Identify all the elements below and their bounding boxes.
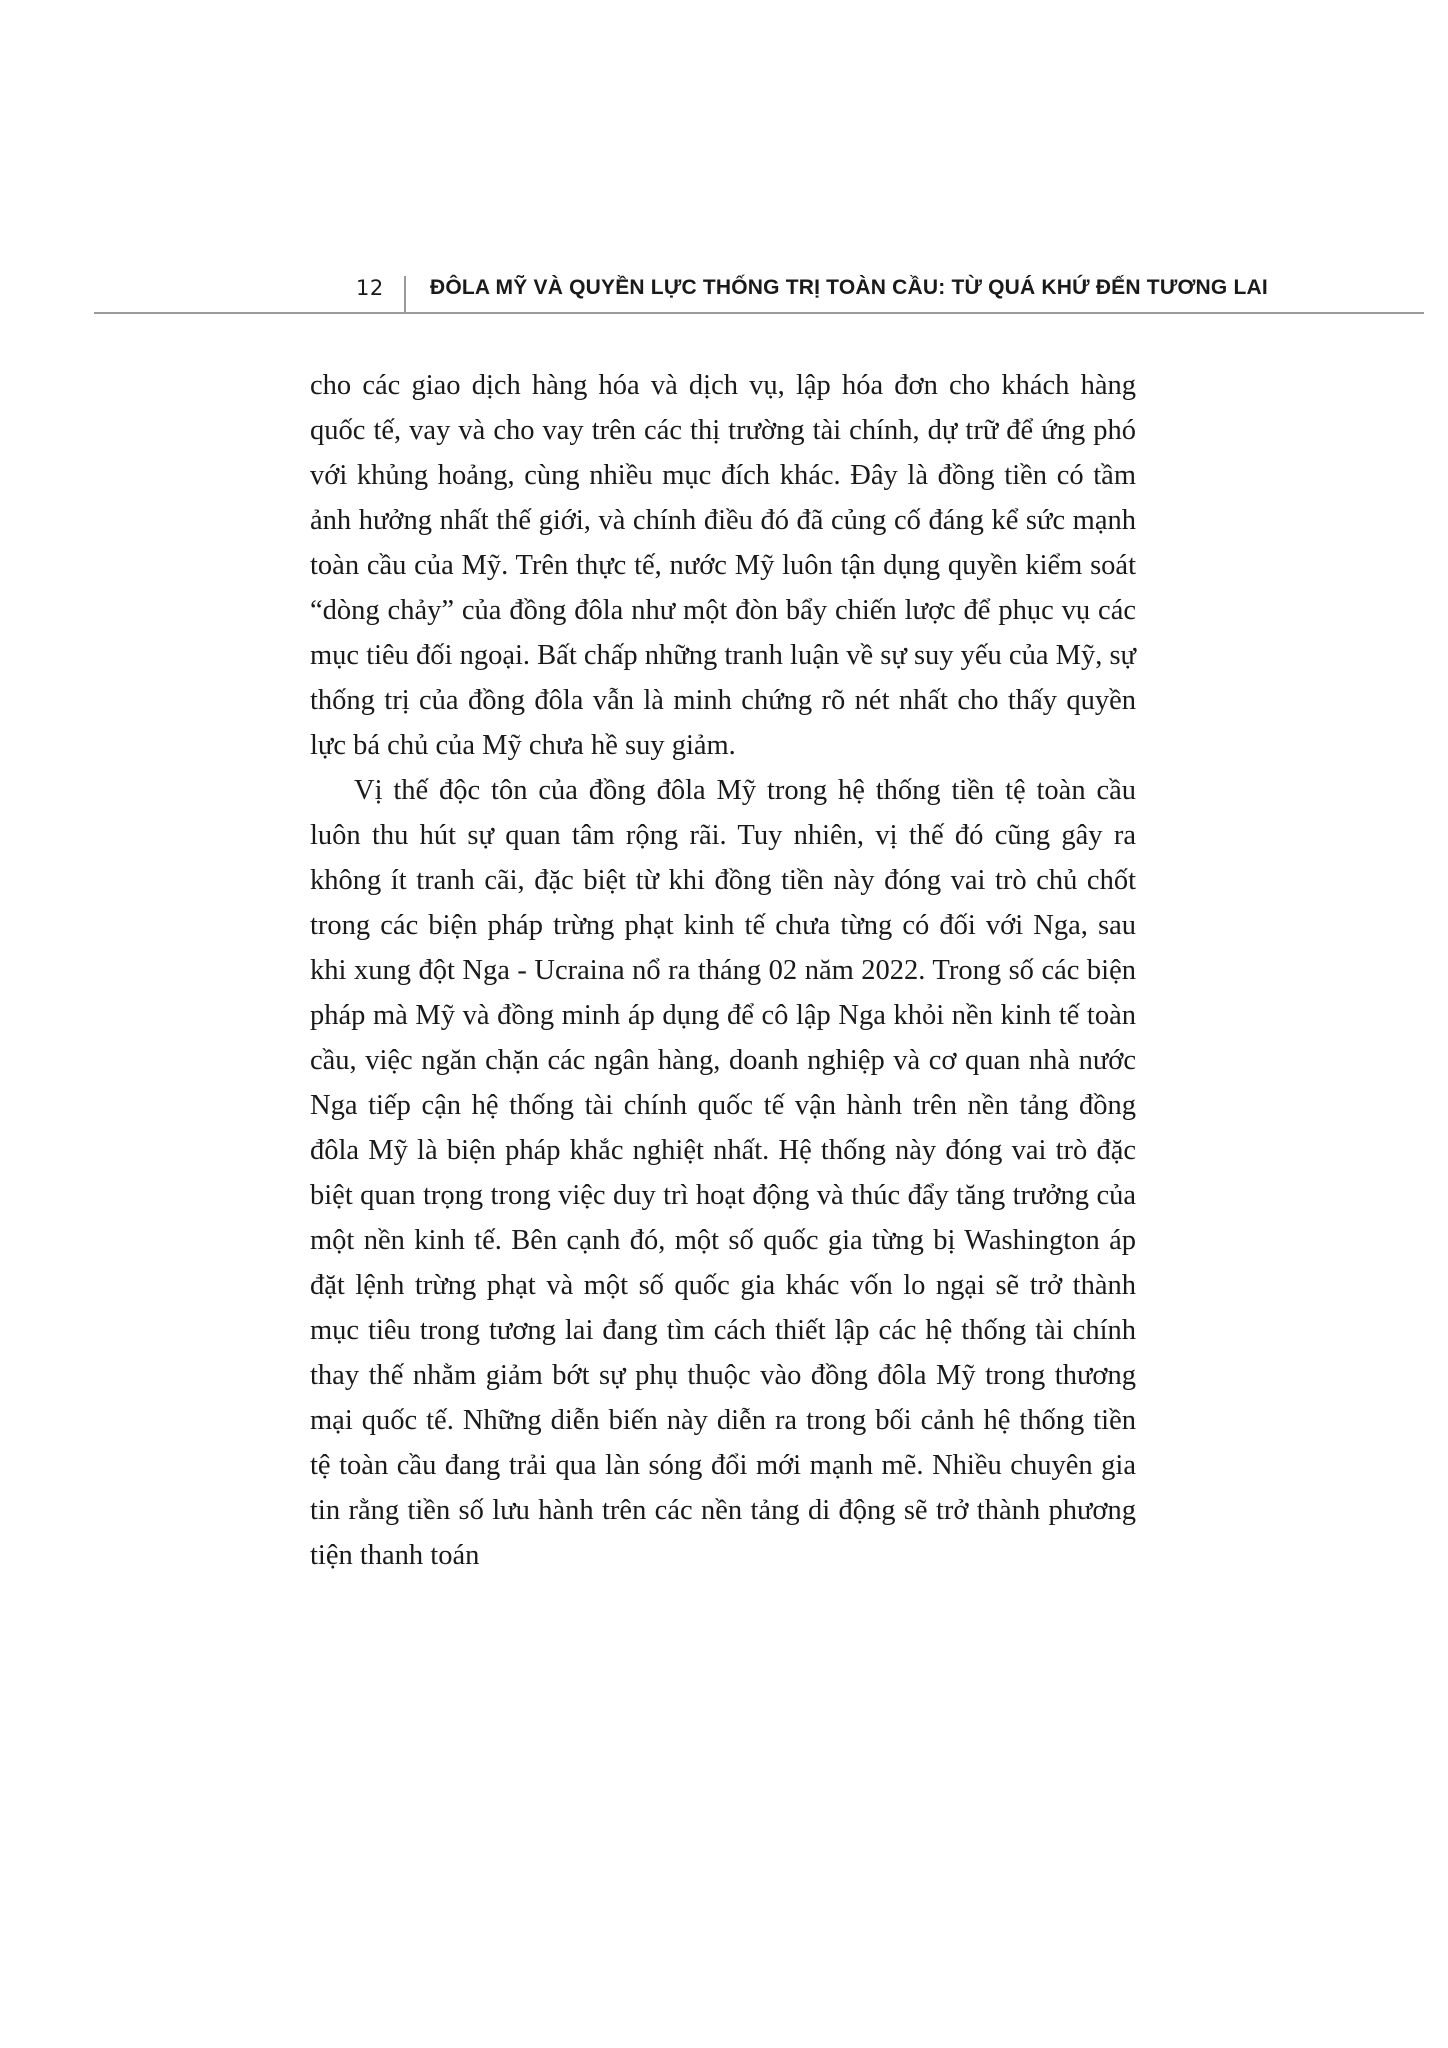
running-header [94,268,1424,314]
paragraph: Vị thế độc tôn của đồng đôla Mỹ trong hệ thống tiền tệ toàn cầu luôn thu hút sự quan tâm rộng rãi. Tuy nhiên, vị thế đó cũng gây ra không ít tranh cãi, đặc biệt từ khi đồng tiền này đóng vai trò chủ chốt trong các biện pháp trừng phạt kinh tế chưa từng có đối với Nga, sau khi xung đột Nga - Ucraina nổ ra tháng 02 năm 2022. Trong số các biện pháp mà Mỹ và đồng minh áp dụng để cô lập Nga khỏi nền kinh tế toàn cầu, việc ngăn chặn các ngân hàng, doanh nghiệp và cơ quan nhà nước Nga tiếp cận hệ thống tài chính quốc tế vận hành trên nền tảng đồng đôla Mỹ là biện pháp khắc nghiệt nhất. Hệ thống này đóng vai trò đặc biệt quan trọng trong việc duy trì hoạt động và thúc đẩy tăng trưởng của một nền kinh tế. Bên cạnh đó, một số quốc gia từng bị Washington áp đặt lệnh trừng phạt và một số quốc gia khác vốn lo ngại sẽ trở thành mục tiêu trong tương lai đang tìm cách thiết lập các hệ thống tài chính thay thế nhằm giảm bớt sự phụ thuộc vào đồng đôla Mỹ trong thương mại quốc tế. Những diễn biến này diễn ra trong bối cảnh hệ thống tiền tệ toàn cầu đang trải qua làn sóng đổi mới mạnh mẽ. Nhiều chuyên gia tin rằng tiền số lưu hành trên các nền tảng di động sẽ trở thành phương tiện thanh toán [310,775,1136,1571]
body-text [310,363,1136,1578]
book-title: ĐÔLA MỸ VÀ QUYỀN LỰC THỐNG TRỊ TOÀN CẦU: TỪ QUÁ KHỨ ĐẾN TƯƠNG LAI [430,276,1268,299]
paragraph-continued: cho các giao dịch hàng hóa và dịch vụ, lập hóa đơn cho khách hàng quốc tế, vay và cho vay trên các thị trường tài chính, dự trữ để ứng phó với khủng hoảng, cùng nhiều mục đích khác. Đây là đồng tiền có tầm ảnh hưởng nhất thế giới, và chính điều đó đã củng cố đáng kể sức mạnh toàn cầu của Mỹ. Trên thực tế, nước Mỹ luôn tận dụng quyền kiểm soát “dòng chảy” của đồng đôla như một đòn bẩy chiến lược để phục vụ các mục tiêu đối ngoại. Bất chấp những tranh luận về sự suy yếu của Mỹ, sự thống trị của đồng đôla vẫn là minh chứng rõ nét nhất cho thấy quyền lực bá chủ của Mỹ chưa hề suy giảm. [310,370,1136,761]
page-number: 12 [260,276,406,312]
